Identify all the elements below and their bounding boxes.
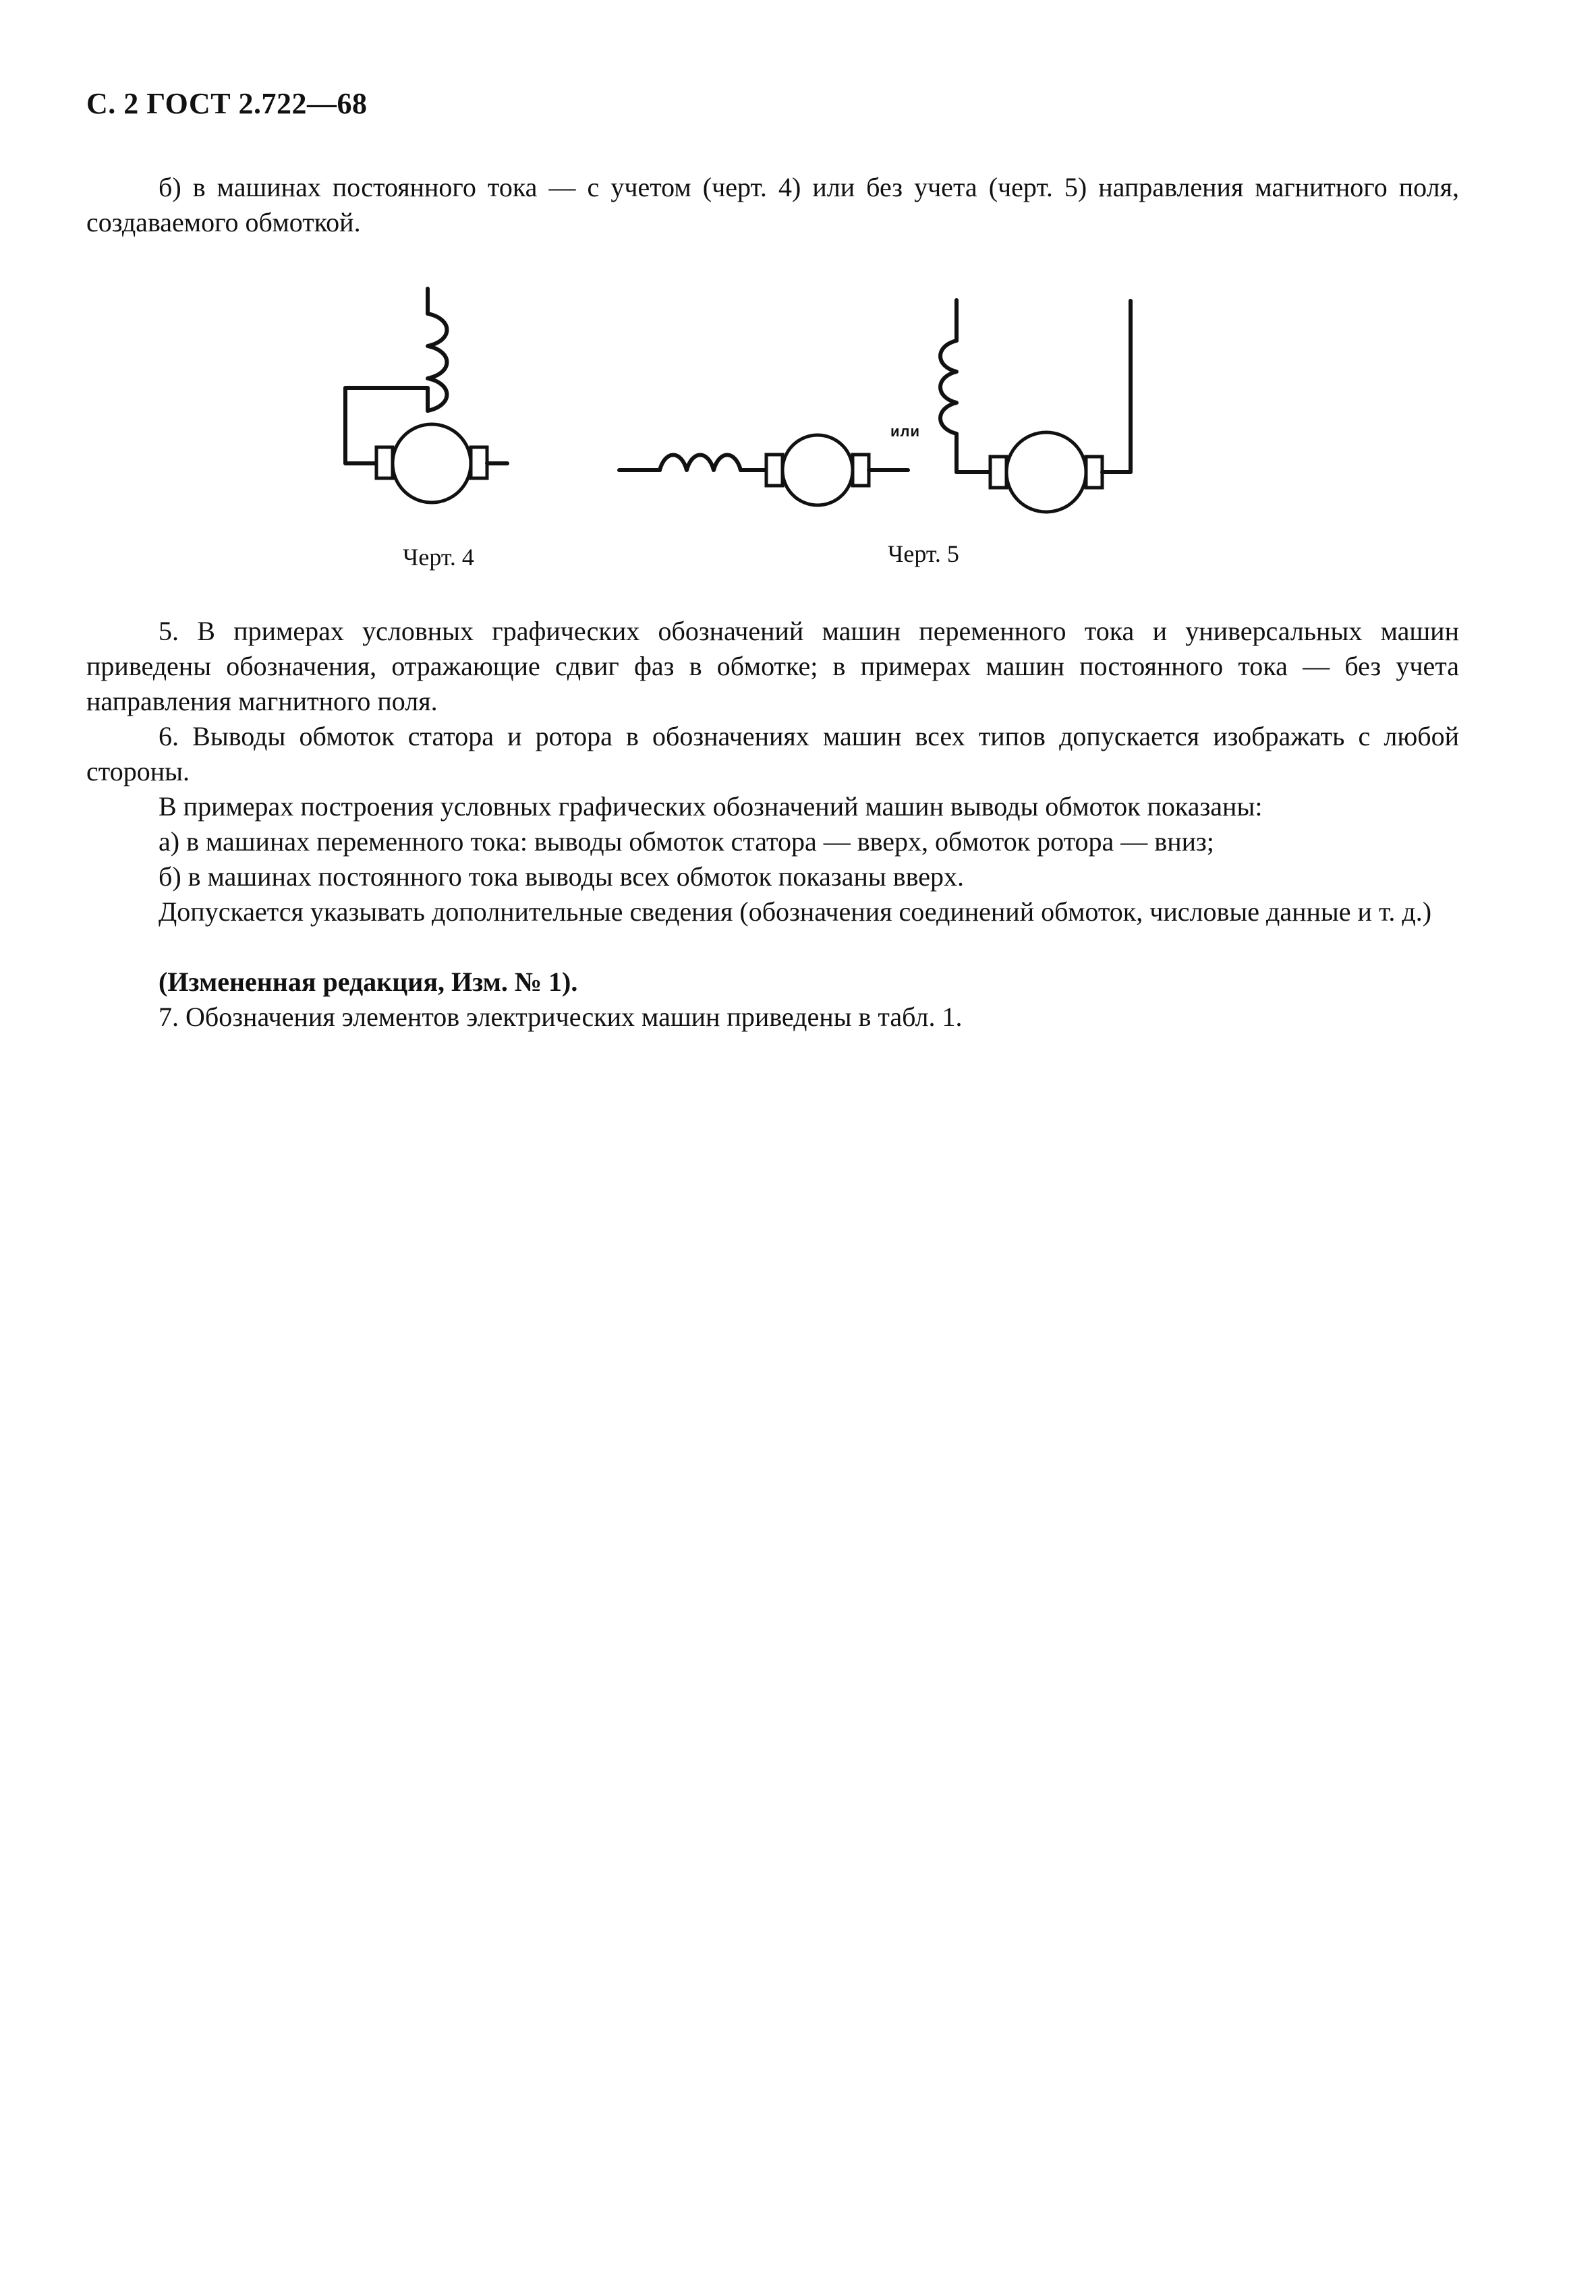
figure-4-caption: Черт. 4 (403, 544, 474, 571)
fig5b-left-brush (990, 457, 1006, 488)
or-label: или (890, 423, 921, 440)
figure-5-caption: Черт. 5 (888, 540, 959, 567)
paragraph-5: 5. В примерах условных графических обозначений машин переменного тока и универсальных машин приведены обозначения, отражающие сдвиг фаз в обмотке; в примерах машин постоянного тока — без учета направления магнитного поля. (86, 616, 1459, 716)
fig5b-right-brush (1086, 457, 1102, 488)
paragraph-6-extra: Допускается указывать дополнительные сведения (обозначения соединений обмоток, числовые данные и т. д.) (159, 896, 1432, 927)
paragraph-6: 6. Выводы обмоток статора и ротора в обозначениях машин всех типов допускается изображать с любой стороны. (86, 721, 1459, 786)
paragraph-7: 7. Обозначения элементов электрических машин приведены в табл. 1. (159, 1002, 963, 1032)
paragraph-6-item-a: а) в машинах переменного тока: выводы обмоток статора — вверх, обмоток ротора — вниз; (159, 826, 1214, 857)
figure-4-diagram (345, 289, 507, 503)
fig5a-right-brush (853, 455, 869, 486)
fig5b-feed-wire (957, 434, 990, 472)
fig5a-winding-coil (660, 455, 741, 471)
paragraph-b: б) в машинах постоянного тока — с учетом (черт. 4) или без учета (черт. 5) направления магнитного поля, создаваемого обмоткой. (86, 172, 1459, 237)
fig5b-winding-coil (940, 341, 957, 434)
fig5a-left-brush (766, 455, 782, 486)
paragraph-6-item-b: б) в машинах постоянного тока выводы всех обмоток показаны вверх. (159, 861, 965, 892)
revision-note: (Измененная редакция, Изм. № 1). (159, 967, 578, 997)
figure-5-series-diagram (619, 435, 908, 505)
fig4-right-brush (471, 447, 487, 478)
figure-5-parallel-diagram (940, 300, 1131, 512)
fig4-rotor-circle (393, 424, 471, 503)
fig5a-rotor-circle (782, 435, 853, 505)
fig5b-rotor-circle (1006, 432, 1086, 512)
page-header: С. 2 ГОСТ 2.722—68 (86, 87, 368, 120)
fig4-left-brush (376, 447, 393, 478)
fig5b-return-wire (1102, 301, 1131, 472)
paragraph-6-examples: В примерах построения условных графических обозначений машин выводы обмоток показаны: (159, 791, 1263, 822)
fig4-winding-coil (428, 314, 447, 411)
circuit-diagrams (0, 0, 1596, 607)
